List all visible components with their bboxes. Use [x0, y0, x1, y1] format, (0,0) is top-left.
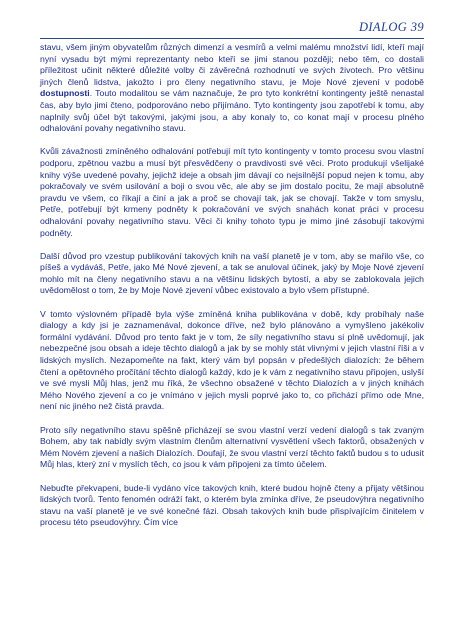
- paragraph: Další důvod pro vzestup publikování takových knih na vaší planetě je v tom, aby se mařilo vše, co píšeš a vydáváš, Petře, jako Mé Nové zjevení, a tak se anuloval účinek, jaký by Moje Nové zjevení mohlo mít na členy negativního stavu a na většinu lidských bytostí, a aby se zablokovala jejich uvědomělost o tom, že by Moje Nové zjevení vůbec existovalo a bylo všem přístupné.: [40, 250, 424, 296]
- paragraph-text: . Touto modalitou se vám naznačuje, že pro tyto konkrétní kontingenty ještě nenastal čas, aby bylo jimi čteno, podporováno nebo přijímáno. Tyto kontingenty jsou zapotřebí k tomu, aby naplnily svůj účel být takovými, jakými jsou, a aby konaly to, co konat mají v procesu plného odhalování povahy negativního stavu.: [40, 88, 424, 134]
- paragraph: Kvůli závažnosti zmíněného odhalování potřebují mít tyto kontingenty v tomto procesu svou vlastní podporu, zpětnou vazbu a musí být přesvědčeny o pravdivosti své věci. Proto produkují všelijaké knihy výše uvedené povahy, jejichž ideje a obsah jim dávají co nejsilnější popud nejen k tomu, aby pokračovaly ve svém usilování a boji o svou věc, ale aby se jim dostalo pocitu, že mají absolutně pravdu ve všem, co říkají a činí a jak a proč se chovají tak, jak se chovají. Takže v tom smyslu, Petře, potřebují být krmeny podněty k pokračování ve svých snahách konat práci v procesu odhalování povahy negativního stavu. Věci či knihy tohoto typu je mimo jiné zásobují takovými podněty.: [40, 146, 424, 238]
- paragraph-text: stavu, všem jiným obyvatelům různých dimenzí a vesmírů a velmi malému množství lidí, kteří mají nyní vysadu být mými reprezentanty nebo kteří se jimi stanou později; nebo těm, co dostali příležitost učinit některé důležité volby či závěrečná rozhodnutí ve svých životech. Pro většinu jiných členů lidstva, jakožto i pro členy negativního stavu, je Moje Nové zjevení v podobě: [40, 42, 424, 87]
- emphasized-term: dostupnosti: [40, 88, 90, 99]
- paragraph: [40, 42, 424, 135]
- page-title: DIALOG 39: [358, 20, 424, 34]
- paragraph: Nebuďte překvapeni, bude-li vydáno více takových knih, které budou hojně čteny a přijaty většinou lidských tvorů. Tento fenomén odráží fakt, o kterém byla zmínka dříve, že pseudovýhra negativního stavu na vaší planetě je ve své konečné fázi. Obsah takových knih bude přispívajícím činitelem v procesu této pseudovýhry. Čím více: [40, 482, 424, 528]
- paragraph: Proto síly negativního stavu spěšně přicházejí se svou vlastní verzí vedení dialogů s tak zvaným Bohem, aby tak nabídly svým vlastním členům alternativní vysvětlení všech faktorů, obsažených v Mém Novém zjevení a našich Dialozích. Doufají, že svou vlastní verzí těchto faktů budou s to udusit Můj hlas, který zní v myslích těch, co jsou k vám připojeni za tímto účelem.: [40, 424, 424, 470]
- page-header: [40, 20, 424, 39]
- paragraph: V tomto výslovném případě byla výše zmíněná kniha publikována v době, kdy probíhaly naše dialogy a kdy jsi je zaznamenával, dokonce dříve, než bylo plánováno a vymyšleno jakékoliv formální vydávání. Důvod pro tento fakt je v tom, že síly negativního stavu si plně uvědomují, jak nebezpečné jsou obsah a ideje těchto dialogů a jak by se mohly stát vlivnými v jejich vlastní říši a v lidských myslích. Nezapomeňte na fakt, který vám byl popsán v předešlých dialozích: že během čtení a opětovného pročítání těchto dialogů každý, kdo je k vám z negativního stavu připojen, uslyší ve své mysli Můj hlas, jenž mu říká, že všechno obsažené v těchto Dialozích a v jiných knihách Mého Nového zjevení a co je vnímáno v jejich mysli poprvé jako to, co přichází přímo ode Mne, není nic jiného než čistá pravda.: [40, 308, 424, 412]
- body-text: [40, 42, 424, 541]
